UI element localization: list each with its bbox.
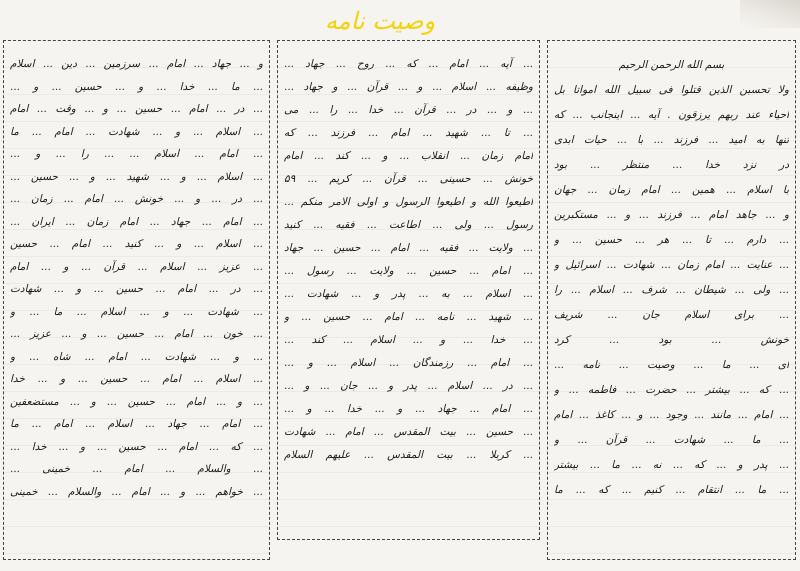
handwritten-line: ... ما ... خدا ... و ... حسین ... و ... <box>10 80 263 93</box>
handwritten-line: ... ما ... انتقام ... کنیم ... که ... ما <box>554 484 789 496</box>
handwritten-line: ولا تحسبن الذین قتلوا فی سبیل الله امواتا بل <box>554 84 789 96</box>
handwritten-line: با اسلام ... همین ... امام زمان ... جهان <box>554 184 789 196</box>
handwritten-line: ... دارم ... تا ... هر ... حسین ... و <box>554 234 789 246</box>
handwritten-line: ... که ... امام ... حسین ... و ... خدا ... <box>10 440 263 453</box>
column-left <box>3 40 270 560</box>
handwritten-line: ... خواهم ... و ... امام ... والسلام ... خمینی <box>10 485 263 498</box>
handwritten-line: خونش ... بود ... کرد <box>554 334 789 346</box>
handwritten-line: ... عنایت ... امام زمان ... شهادت ... اسرائیل و <box>554 259 789 271</box>
column-right-text <box>554 53 789 551</box>
handwritten-line: ... در ... و ... خونش ... امام ... زمان ... <box>10 193 263 205</box>
handwritten-line: ... و ... شهادت ... امام ... شاه ... و <box>10 350 263 363</box>
handwritten-line: ... اسلام ... و ... شهادت ... امام ... ما <box>10 125 263 138</box>
handwritten-line: ... که ... بیشتر ... حضرت ... فاطمه ... و <box>554 384 789 396</box>
handwritten-line: ای ... ما ... وصیت ... نامه ... <box>554 359 789 371</box>
handwritten-line: امام زمان ... انقلاب ... و ... کند ... امام <box>284 150 533 162</box>
handwritten-line: در نزد خدا ... منتظر ... بود <box>554 159 789 171</box>
handwritten-line: ... امام ... جهاد ... امام زمان ... ایران ... <box>10 215 263 228</box>
handwritten-line: و ... جاهد امام ... فرزند ... و ... مستکبرین <box>554 209 789 221</box>
column-center-text <box>284 53 533 531</box>
handwritten-line: ... آیه ... امام ... که ... روح ... جهاد ... <box>284 58 533 70</box>
handwritten-line: ... امام ... اسلام ... ... را ... و ... <box>10 148 263 160</box>
handwritten-line: ... اسلام ... به ... پدر و ... شهادت ... <box>284 288 533 300</box>
handwritten-line: احیاء عند ربهم یرزقون . آیه ... اینجانب ... که <box>554 109 789 121</box>
handwritten-line: ... اسلام ... امام ... حسین ... و ... خدا <box>10 373 263 385</box>
handwritten-line: ... امام ... رزمندگان ... اسلام ... و ... <box>284 357 533 369</box>
handwritten-line: ... اسلام ... و ... شهید ... و ... حسین ... <box>10 170 263 183</box>
handwritten-line: ... شهید ... نامه ... امام ... حسین ... و <box>284 311 533 323</box>
handwritten-line: ... امام ... جهاد ... و ... خدا ... و ... <box>284 403 533 415</box>
handwritten-line: ... پدر و ... که ... نه ... ما ... بیشتر <box>554 459 789 471</box>
handwritten-line: ... خون ... امام ... حسین ... و ... عزیز ... <box>10 328 263 340</box>
handwritten-line: خونش ... حسینی ... قرآن ... کریم ... ۵۹ <box>284 173 533 185</box>
page-title: وصیت نامه <box>324 7 436 35</box>
handwritten-line: ... در ... اسلام ... پدر و ... جان ... و ... <box>284 380 533 392</box>
column-center <box>277 40 540 540</box>
handwritten-line: رسول ... ولی ... اطاعت ... فقیه ... کنید <box>284 219 533 231</box>
handwritten-line: ... ولی ... شیطان ... شرف ... اسلام ... را <box>554 284 789 296</box>
handwritten-line: ... در ... امام ... حسین ... و ... وقت ... امام <box>10 103 263 115</box>
handwritten-line: ... امام ... مانند ... وجود ... و ... کاغذ ... امام <box>554 409 789 421</box>
handwritten-line: اطیعوا الله و اطیعوا الرسول و اولی الامر منکم ... <box>284 196 533 208</box>
handwritten-line: ... خدا ... و ... اسلام ... کند ... <box>284 334 533 346</box>
handwritten-line: ... تا ... شهید ... امام ... فرزند ... که <box>284 127 533 139</box>
handwritten-line: ... عزیز ... اسلام ... قرآن ... و ... امام <box>10 260 263 273</box>
handwritten-line: و ... جهاد ... امام ... سرزمین ... دین ... اسلام <box>10 58 263 70</box>
torn-corner <box>740 0 800 28</box>
handwritten-line: بسم الله الرحمن الرحیم <box>618 59 725 71</box>
handwritten-line: ... امام ... حسین ... ولایت ... رسول ... <box>284 265 533 277</box>
handwritten-line: ... ولایت ... فقیه ... امام ... حسین ... جهاد <box>284 242 533 254</box>
column-right <box>547 40 796 560</box>
handwritten-line: ... ما ... شهادت ... قرآن ... و <box>554 434 789 446</box>
handwritten-line: وظیفه ... اسلام ... و ... قرآن ... و جهاد ... <box>284 81 533 93</box>
handwritten-line: ... کربلا ... بیت المقدس ... علیهم السلام <box>284 449 533 461</box>
handwritten-line: ... امام ... جهاد ... اسلام ... امام ... ما <box>10 418 263 430</box>
handwritten-line: ... حسین ... بیت المقدس ... امام ... شهادت <box>284 426 533 438</box>
column-left-text <box>10 53 263 551</box>
handwritten-line: ... برای اسلام جان ... شریف <box>554 309 789 321</box>
handwritten-line: ... شهادت ... و ... اسلام ... ما ... و <box>10 305 263 318</box>
handwritten-line: ... اسلام ... و ... کنید ... امام ... حسین <box>10 238 263 250</box>
handwritten-line: ... والسلام ... امام ... خمینی ... <box>10 463 263 475</box>
handwritten-line: ... و ... امام ... حسین ... و ... مستضعفین <box>10 395 263 408</box>
handwritten-line: ... و ... در ... قرآن ... خدا ... را ... می <box>284 104 533 116</box>
handwritten-line: ... در ... امام ... حسین ... و ... شهادت <box>10 283 263 295</box>
handwritten-line: تنها به امید ... فرزند ... با ... حیات ابدی <box>554 134 789 146</box>
